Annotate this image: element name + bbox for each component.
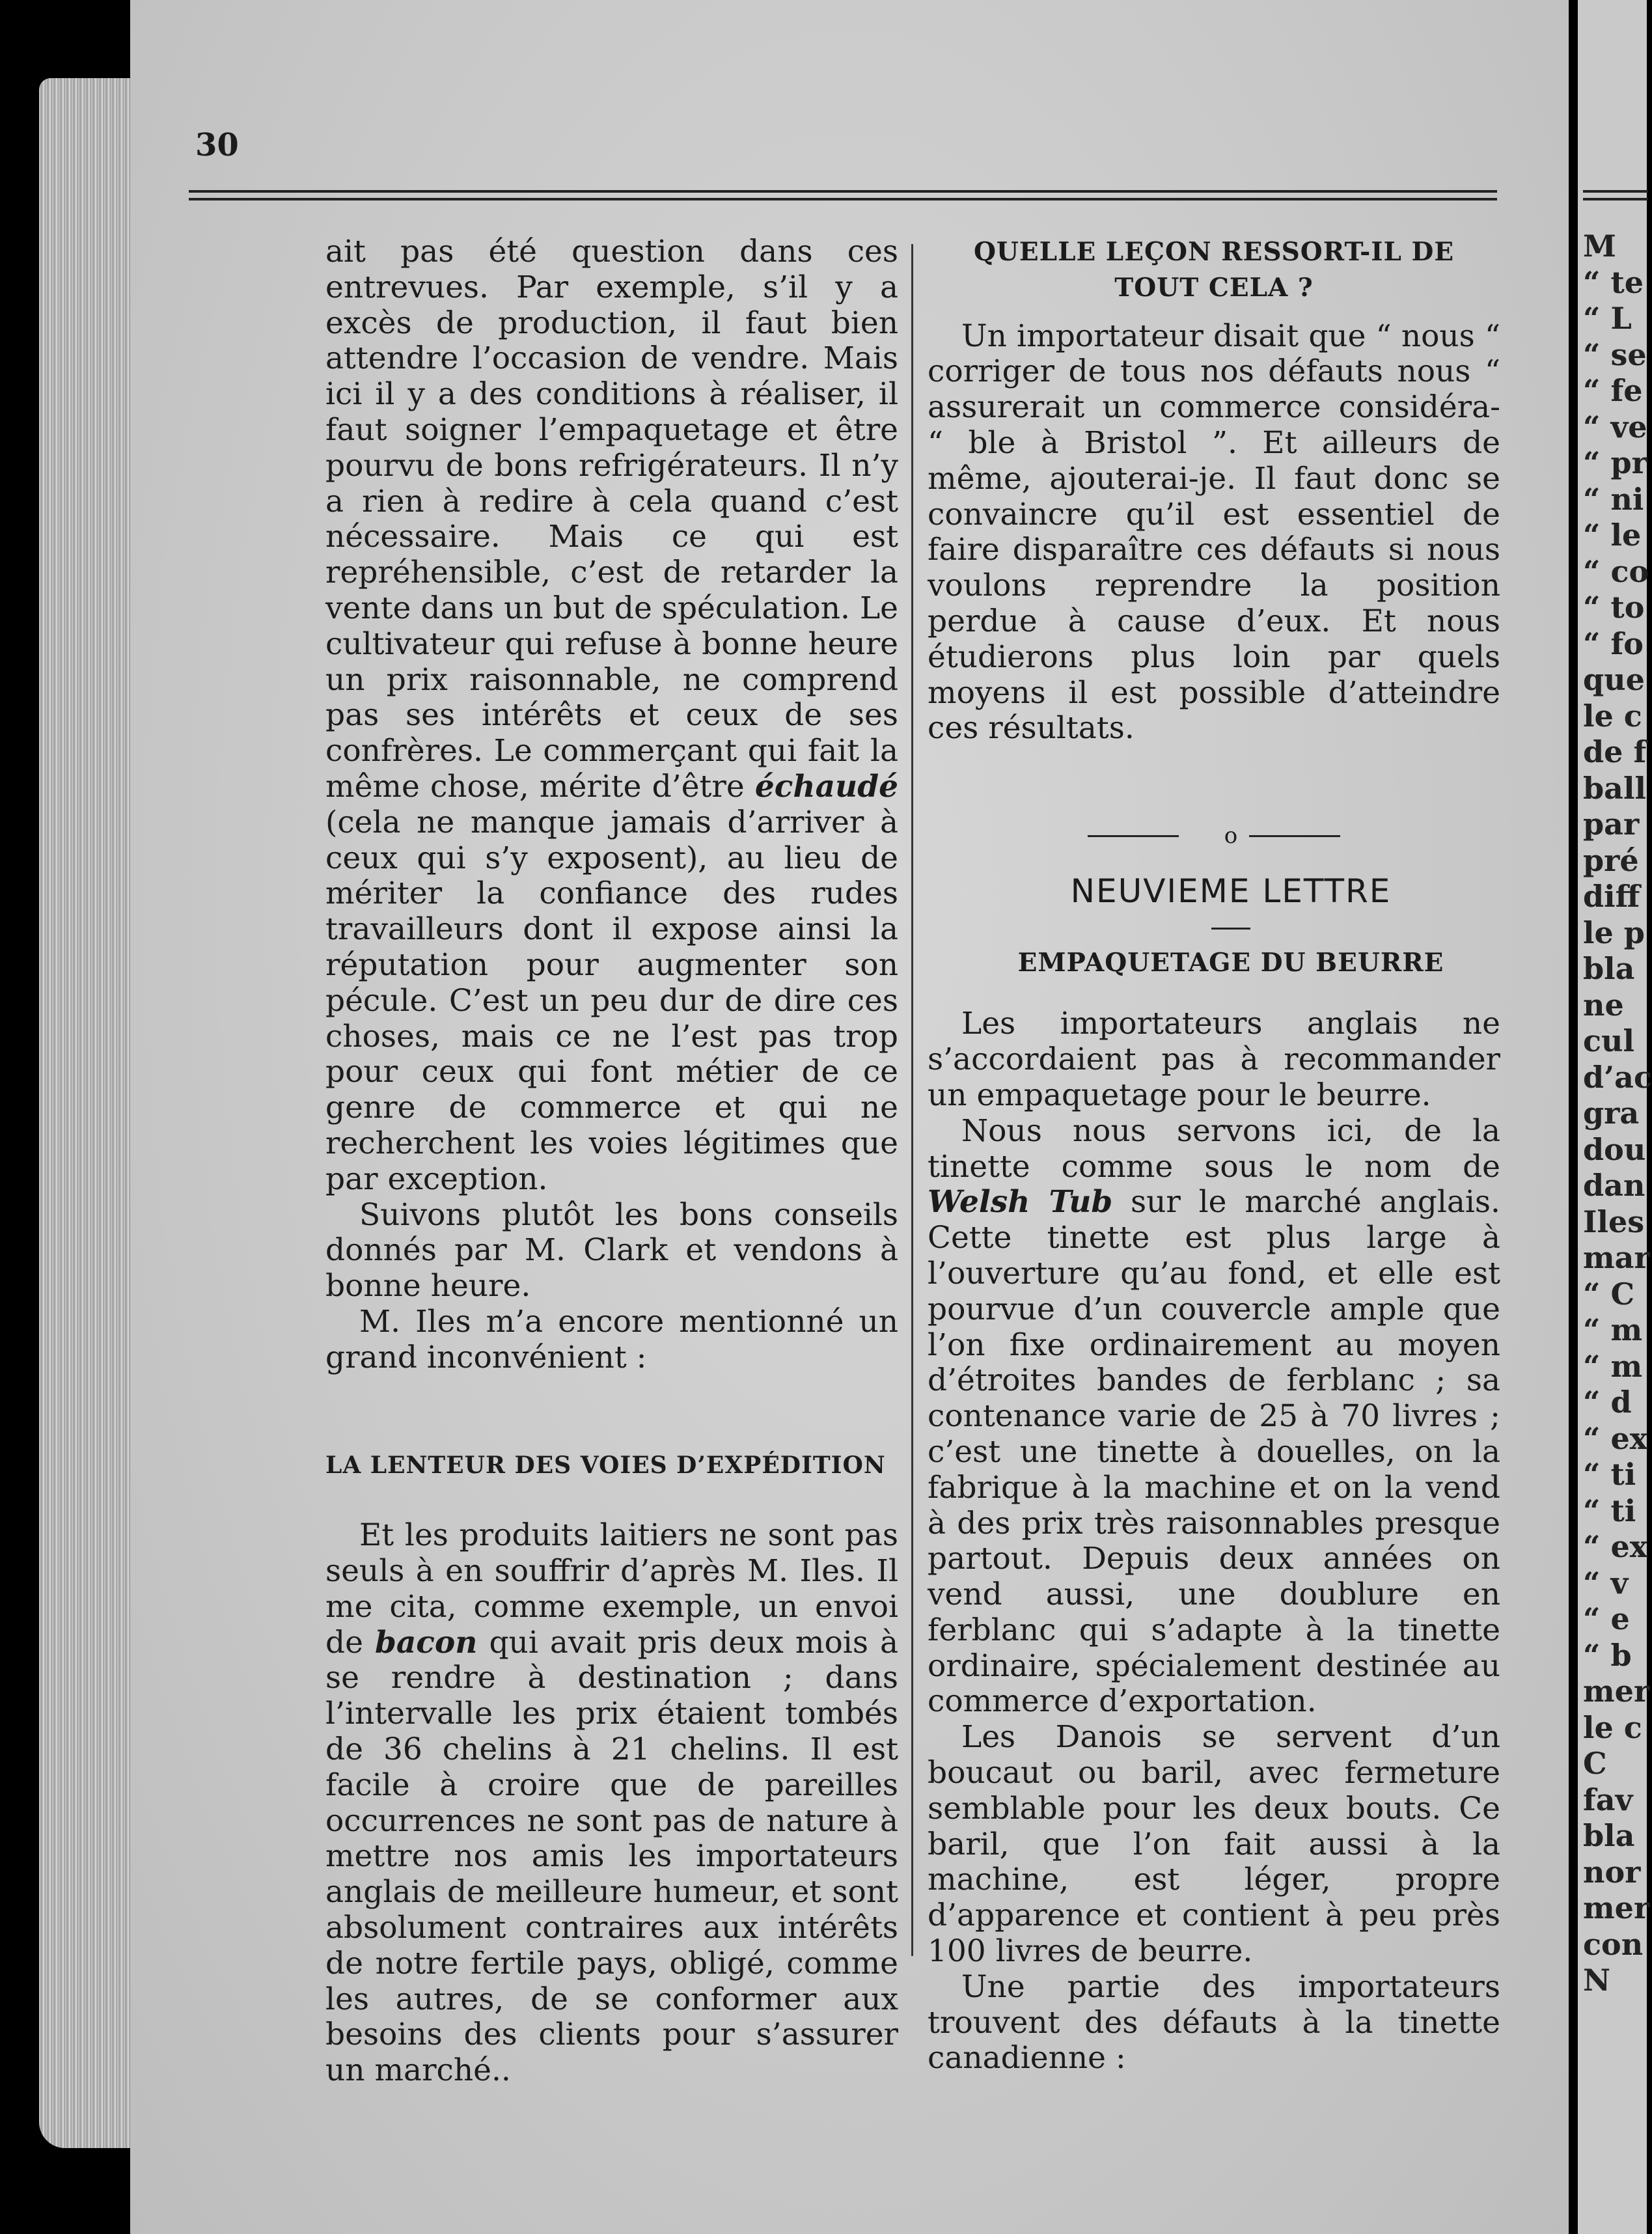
sliver-line: mar	[1583, 1240, 1650, 1275]
letter-title: NEUVIEME LETTRE	[1070, 872, 1392, 910]
sliver-rule-thin	[1583, 198, 1648, 200]
sliver-line: “ m	[1583, 1348, 1643, 1384]
sliver-line: dan	[1583, 1168, 1645, 1203]
sliver-line: cul	[1583, 1023, 1634, 1058]
left-paragraph-1	[325, 234, 898, 1198]
italic-word-bacon: bacon	[374, 1624, 478, 1661]
left-paragraph-4-end: qui avait pris deux mois à se rendre à destination ; dans l’intervalle les prix étaient tombés de 36 chelins à 21 chelins. Il est facile à croire que de pareilles occurrences ne sont pas de nature à mettre nos amis les importateurs anglais de meilleure humeur, et sont absolument contraires aux intérêts de notre fertile pays, obligé, comme les autres, de se conformer aux besoins des clients pour s’assurer un marché..	[325, 1624, 898, 2089]
section-ornament	[928, 818, 1500, 854]
sliver-line: “ to	[1583, 590, 1645, 625]
right-paragraph-3-end: sur le marché anglais. Cette tinette est plus large à l’ouverture qu’au fond, et elle est pourvue d’un couvercle ample que l’on fixe ordinairement au moyen d’étroites bandes de ferblanc ; sa contenance varie de 25 à 70 livres ; c’est une tinette à douelles, on la fabrique à la machine et on la vend à des prix très raisonnables presque partout. Depuis deux années on vend aussi, une doublure en ferblanc qui s’adapte à la tinette ordinaire, spécialement destinée au commerce d’exportation.	[928, 1184, 1500, 1720]
sliver-line: le c	[1583, 698, 1642, 734]
sliver-line: “ ve	[1583, 409, 1647, 445]
sliver-line: ball	[1583, 770, 1646, 806]
sliver-line: nor	[1583, 1854, 1641, 1890]
column-divider	[911, 244, 913, 1956]
sliver-line: con	[1583, 1926, 1644, 1962]
sliver-line: “ v	[1583, 1565, 1629, 1601]
left-paragraph-1-end: (cela ne manque jamais d’arriver à ceux qui s’y exposent), au lieu de mériter la confiance des rudes travailleurs dont il expose ainsi la réputation pour augmenter son pécule. C’est un peu dur de dire ces choses, mais ce ne l’est pas trop pour ceux qui font métier de ce genre de commerce et qui ne recherchent les voies légitimes que par exception.	[325, 804, 898, 1197]
right-paragraph-3	[928, 1114, 1500, 1720]
sliver-line: fav	[1583, 1782, 1633, 1817]
right-section-heading: QUELLE LEÇON RESSORT-IL DE TOUT CELA ?	[973, 237, 1455, 303]
right-paragraph-3-text: Nous nous servons ici, de la tinette comme sous le nom de	[928, 1112, 1500, 1185]
sliver-line: “ ex	[1583, 1420, 1648, 1456]
right-paragraph-2: Les importateurs anglais ne s’accordaient pas à recommander un empaquetage pour le beurre.	[928, 1006, 1500, 1113]
title-dash	[928, 909, 1500, 945]
italic-word-echaude: échaudé	[754, 768, 898, 805]
sliver-line: N	[1583, 1963, 1611, 1998]
sliver-line: “ m	[1583, 1312, 1643, 1347]
sliver-line: ne	[1583, 987, 1624, 1023]
sliver-line: M	[1583, 228, 1616, 264]
sliver-line: “ se	[1583, 337, 1647, 372]
sliver-line: Iles	[1583, 1204, 1645, 1239]
left-section-heading: LA LENTEUR DES VOIES D’EXPÉDITION	[325, 1451, 886, 1479]
header-rule	[189, 190, 1497, 193]
left-paragraph-1-text: ait pas été question dans ces entrevues. Par exemple, s’il y a excès de production, il faut bien attendre l’occasion de vendre. Mais ici il y a des conditions à réaliser, il faut soigner l’empaquetage et être pourvu de bons refrigérateurs. Il n’y a rien à redire à cela quand c’est nécessaire. Mais ce qui est repréhensible, c’est de retarder la vente dans un but de spéculation. Le cultivateur qui refuse à bonne heure un prix raisonnable, ne comprend pas ses intérêts et ceux de ses confrères. Le commerçant qui fait la même chose, mérite d’être	[325, 234, 898, 805]
header-rule-thin	[189, 198, 1497, 200]
sliver-line: mer	[1583, 1674, 1650, 1709]
left-paragraph-4-text: Et les produits laitiers ne sont pas seuls à en souffrir d’après M. Iles. Il me cita, comme exemple, un envoi de	[325, 1517, 898, 1661]
left-paragraph-4	[325, 1518, 898, 2089]
sliver-line: “ b	[1583, 1637, 1632, 1673]
sliver-line: “ fo	[1583, 626, 1644, 661]
right-column	[928, 234, 1500, 2076]
right-paragraph-1: Un importateur disait que “ nous “ corriger de tous nos défauts nous “ assurerait un commerce considéra- “ ble à Bristol ”. Et ailleurs de même, ajouterai-je. Il faut donc se convaincre qu’il est essentiel de faire disparaître ces défauts si nous voulons reprendre la position perdue à cause d’eux. Et nous étudierons plus loin par quels moyens il est possible d’atteindre ces résultats.	[928, 318, 1500, 747]
italic-term-welsh-tub: Welsh Tub	[928, 1184, 1113, 1220]
sliver-line: gra	[1583, 1096, 1640, 1131]
sliver-line: dou	[1583, 1131, 1646, 1167]
left-paragraph-2: Suivons plutôt les bons conseils donnés par M. Clark et vendons à bonne heure.	[325, 1196, 898, 1304]
sliver-line: d’ac	[1583, 1059, 1652, 1095]
sliver-line: “ ni	[1583, 481, 1644, 517]
left-paragraph-3: M. Iles m’a encore mentionné un grand inconvénient :	[325, 1303, 898, 1375]
sliver-line: le c	[1583, 1709, 1642, 1745]
sliver-line: “ d	[1583, 1385, 1632, 1420]
sliver-line: C	[1583, 1746, 1607, 1781]
sliver-line: “ e	[1583, 1601, 1630, 1636]
sliver-line: que	[1583, 662, 1645, 697]
right-paragraph-5: Une partie des importateurs trouvent des défauts à la tinette canadienne :	[928, 1968, 1500, 2076]
sliver-line: bla	[1583, 1818, 1635, 1853]
page-number: 30	[195, 127, 239, 163]
left-column	[325, 234, 898, 2089]
sliver-line: “ te	[1583, 264, 1644, 300]
sliver-line: mer	[1583, 1890, 1650, 1925]
sliver-line: “ co	[1583, 553, 1649, 589]
sliver-line: “ pr	[1583, 445, 1647, 480]
sliver-line: pré	[1583, 842, 1639, 878]
sliver-line: le p	[1583, 915, 1645, 950]
sliver-line: de f	[1583, 734, 1647, 769]
book-binding-edge	[39, 78, 137, 2148]
right-paragraph-4: Les Danois se servent d’un boucaut ou baril, avec fermeture semblable pour les deux bouts. Ce baril, que l’on fait aussi à la machine, est léger, propre d’apparence et contient à peu près 100 livres de beurre.	[928, 1719, 1500, 1970]
sliver-line: “ ti	[1583, 1493, 1636, 1528]
sliver-line: “ ex	[1583, 1529, 1648, 1564]
sliver-line: “ L	[1583, 301, 1632, 336]
sliver-line: par	[1583, 807, 1640, 842]
sliver-rule	[1583, 190, 1648, 193]
next-page-sliver	[1569, 0, 1652, 2234]
sliver-line: “ ti	[1583, 1457, 1636, 1492]
sliver-line: diff	[1583, 879, 1640, 914]
letter-subtitle: EMPAQUETAGE DU BEURRE	[1017, 947, 1444, 978]
sliver-line: “ C	[1583, 1276, 1635, 1312]
sliver-line: “ fe	[1583, 373, 1643, 408]
sliver-line: bla	[1583, 951, 1635, 986]
sliver-line: “ le	[1583, 517, 1642, 553]
ornament-glyph: o	[1224, 823, 1238, 849]
